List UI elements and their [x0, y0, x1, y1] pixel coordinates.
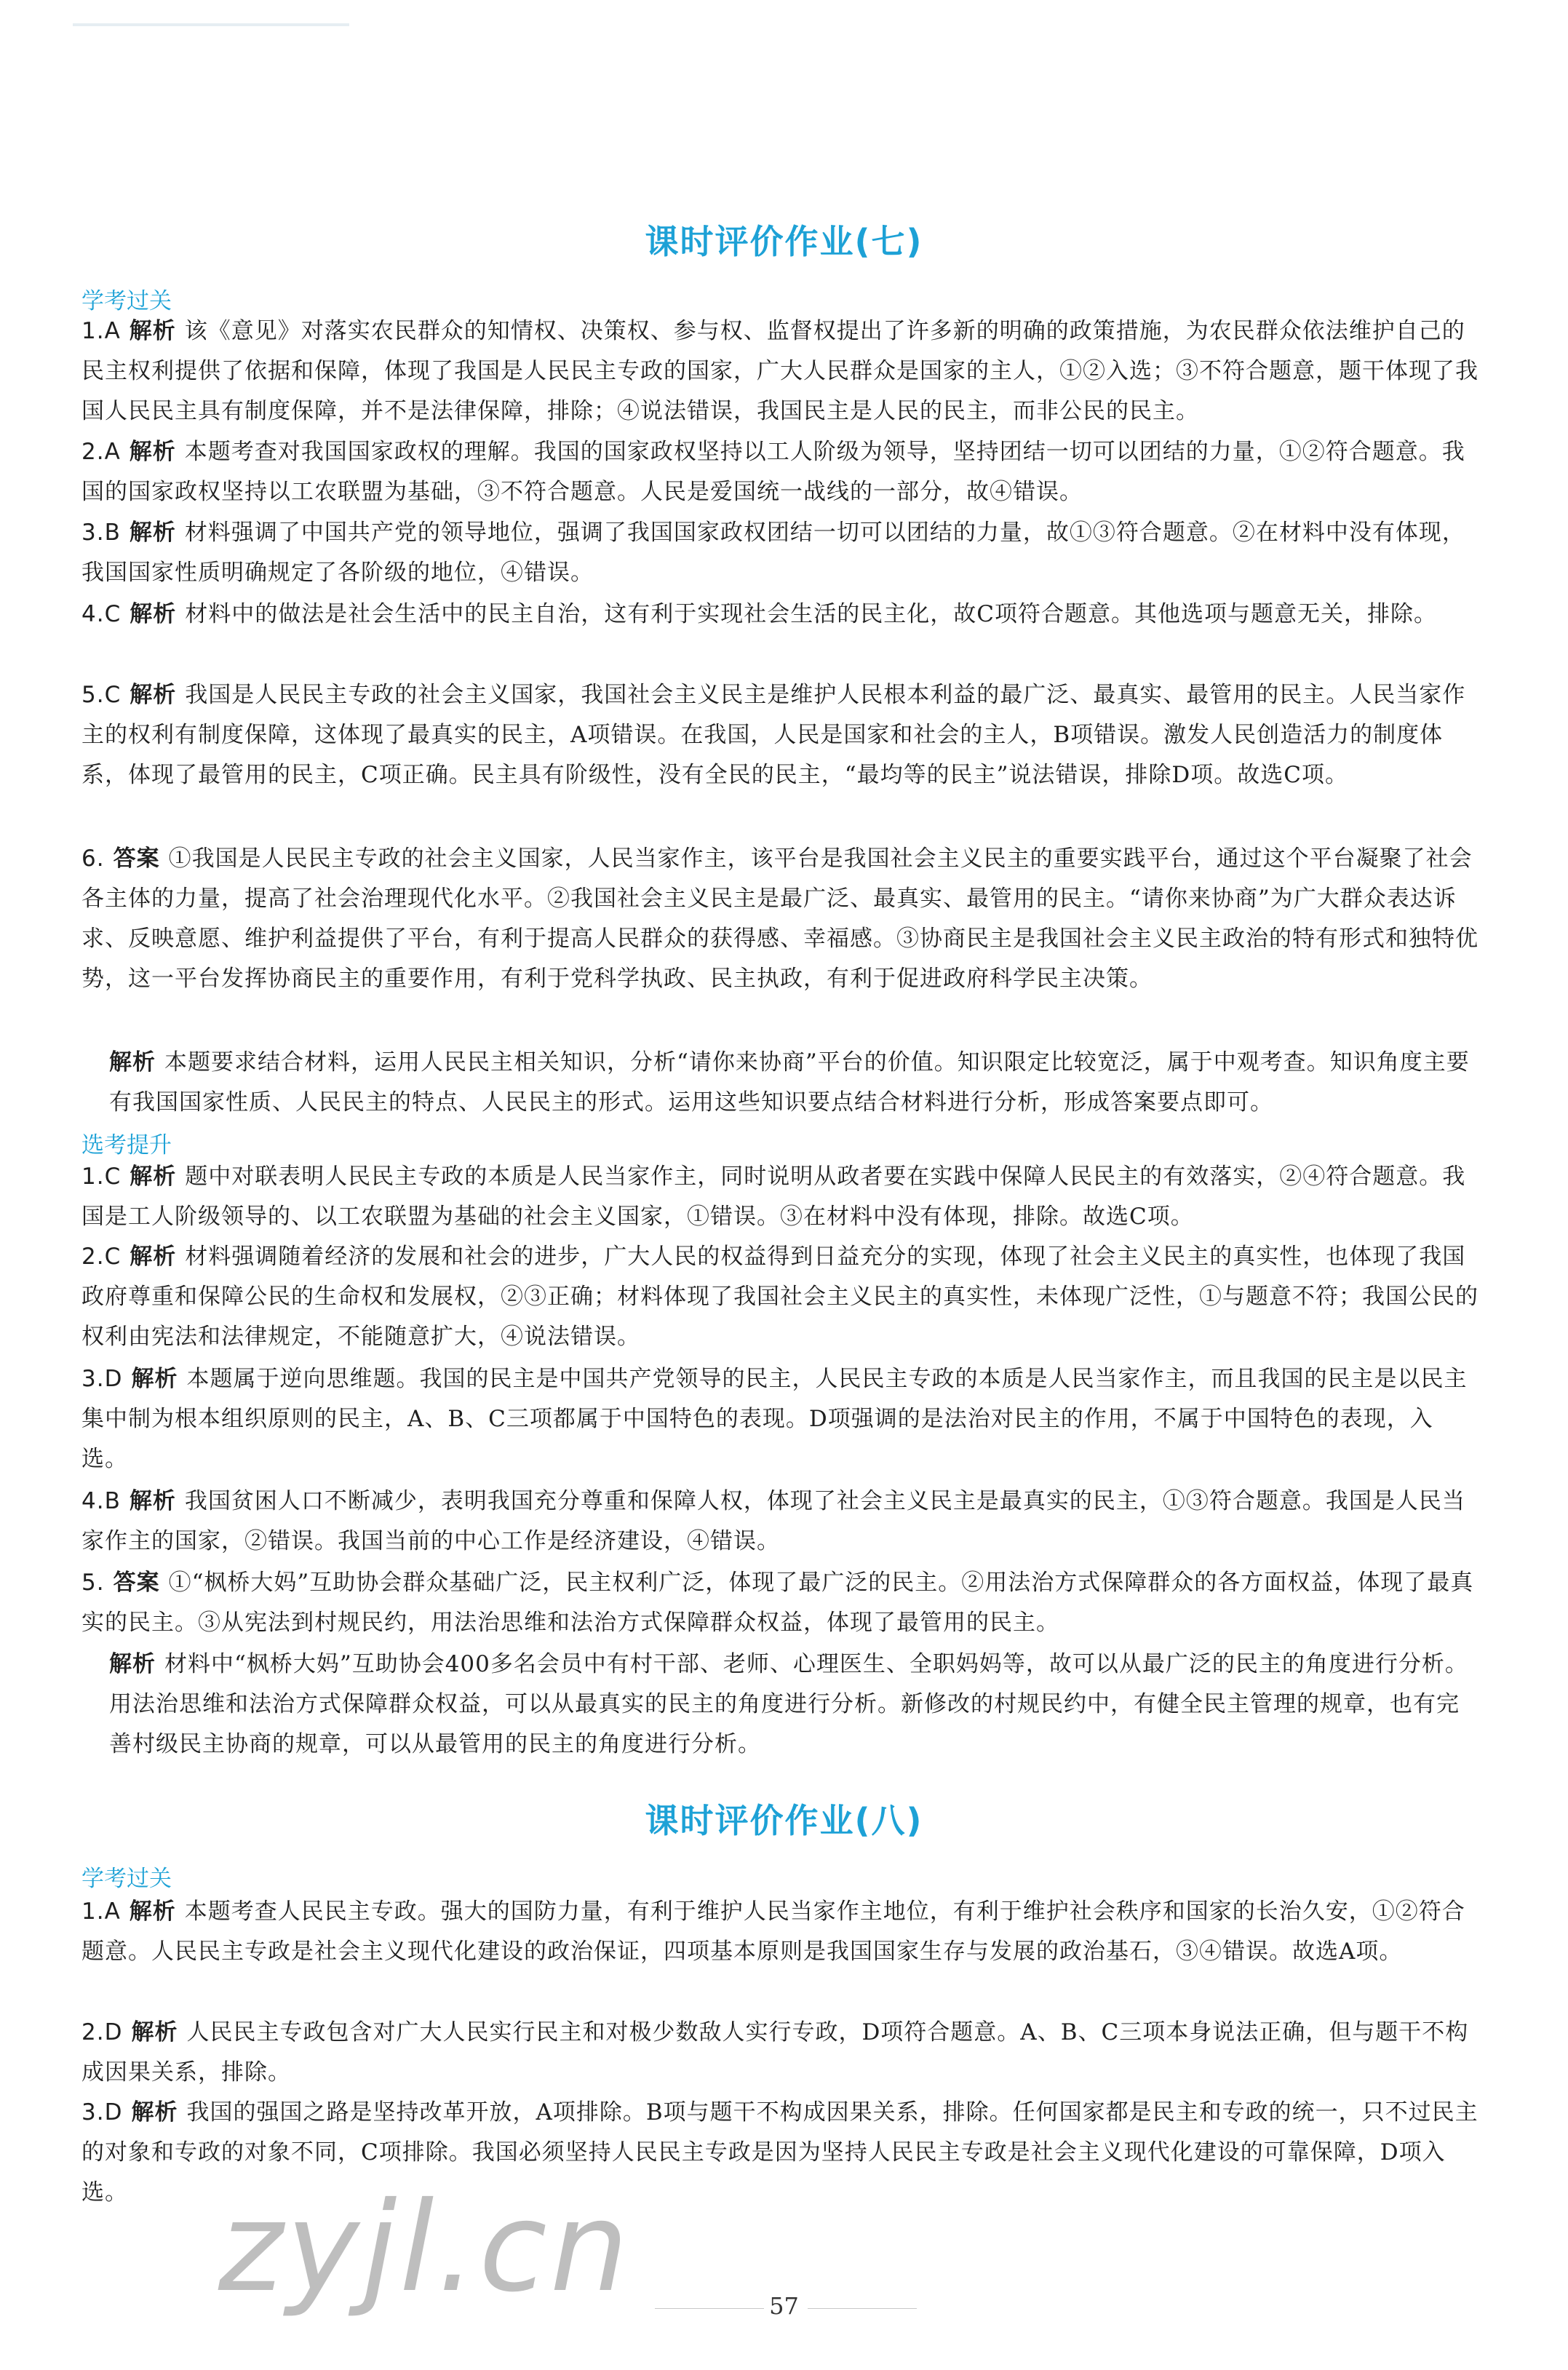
item-number: 3.B	[81, 520, 121, 546]
item-label: 解析	[129, 1488, 176, 1514]
item-number: 6.	[81, 846, 105, 872]
answer-analysis	[109, 1645, 1479, 1765]
group-heading-xuekao: 学考过关	[81, 1866, 172, 1892]
item-label: 解析	[109, 1049, 156, 1075]
item-text: 本题属于逆向思维题。我国的民主是中国共产党领导的民主，人民民主专政的本质是人民当家作主，而且我国的民主是以民主集中制为根本组织原则的民主，A、B、C三项都属于中国特色的表现。D项强调的是法治对民主的作用，不属于中国特色的表现，入选。	[81, 1366, 1468, 1472]
item-text: 我国的强国之路是坚持改革开放，A项排除。B项与题干不构成因果关系，排除。任何国家都是民主和专政的统一，只不过民主的对象和专政的对象不同，C项排除。我国必须坚持人民民主专政是因为坚持人民民主专政是社会主义现代化建设的可靠保障，D项入选。	[81, 2099, 1479, 2206]
item-label: 解析	[130, 601, 177, 627]
item-number: 2.D	[81, 2019, 123, 2045]
item-text: 该《意见》对落实农民群众的知情权、决策权、参与权、监督权提出了许多新的明确的政策措施，为农民群众依法维护自己的民主权利提供了依据和保障，体现了我国是人民民主专政的国家，广大人民群众是国家的主人，①②入选；③不符合题意，题干体现了我国人民民主具有制度保障，并不是法律保障，排除；④说法错误，我国民主是人民的民主，而非公民的民主。	[81, 318, 1479, 424]
item-number: 5.	[81, 1570, 105, 1596]
item-label: 解析	[130, 1164, 177, 1190]
item-number: 4.C	[81, 601, 122, 627]
item-label: 解析	[131, 1366, 178, 1392]
group-heading-xuekao: 学考过关	[81, 288, 172, 314]
item-text: ①“枫桥大妈”互助协会群众基础广泛，民主权利广泛，体现了最广泛的民主。②用法治方式保障群众的各方面权益，体现了最真实的民主。③从宪法到村规民约，用法治思维和法治方式保障群众权益，体现了最管用的民主。	[81, 1570, 1474, 1636]
item-text: 材料强调随着经济的发展和社会的进步，广大人民的权益得到日益充分的实现，体现了社会主义民主的真实性，也体现了我国政府尊重和保障公民的生命权和发展权，②③正确；材料体现了我国社会主义民主的真实性，未体现广泛性，①与题意不符；我国公民的权利由宪法和法律规定，不能随意扩大，④说法错误。	[81, 1244, 1479, 1350]
item-label: 解析	[109, 1651, 156, 1677]
answer-item	[81, 432, 1479, 512]
item-number: 2.C	[81, 1244, 122, 1270]
answer-item	[81, 1563, 1479, 1643]
item-text: ①我国是人民民主专政的社会主义国家，人民当家作主，该平台是我国社会主义民主的重要实践平台，通过这个平台凝聚了社会各主体的力量，提高了社会治理现代化水平。②我国社会主义民主是最广泛、最真实、最管用的民主。“请你来协商”为广大群众表达诉求、反映意愿、维护利益提供了平台，有利于提高人民群众的获得感、幸福感。③协商民主是我国社会主义民主政治的特有形式和独特优势，这一平台发挥协商民主的重要作用，有利于党科学执政、民主执政，有利于促进政府科学民主决策。	[81, 846, 1479, 992]
page-number: 57	[769, 2292, 799, 2320]
answer-analysis	[109, 1043, 1479, 1123]
answer-item	[81, 2013, 1479, 2093]
item-text: 本题考查对我国国家政权的理解。我国的国家政权坚持以工人阶级为领导，坚持团结一切可以团结的力量，①②符合题意。我国的国家政权坚持以工农联盟为基础，③不符合题意。人民是爱国统一战线的一部分，故④错误。	[81, 439, 1465, 505]
item-label: 解析	[131, 2019, 178, 2045]
item-text: 人民民主专政包含对广大人民实行民主和对极少数敌人实行专政，D项符合题意。A、B、C三项本身说法正确，但与题干不构成因果关系，排除。	[81, 2019, 1469, 2085]
group-heading-xuankao: 选考提升	[81, 1132, 172, 1158]
answer-item	[81, 513, 1479, 593]
answer-item	[81, 675, 1479, 795]
answer-item	[81, 595, 1479, 635]
item-label: 解析	[130, 682, 177, 708]
item-label: 解析	[129, 520, 176, 546]
item-text: 题中对联表明人民民主专政的本质是人民当家作主，同时说明从政者要在实践中保障人民民主的有效落实，②④符合题意。我国是工人阶级领导的、以工农联盟为基础的社会主义国家，①错误。③在材料中没有体现，排除。故选C项。	[81, 1164, 1466, 1230]
watermark-logo: zyjl.cn	[218, 2176, 632, 2320]
item-text: 材料强调了中国共产党的领导地位，强调了我国国家政权团结一切可以团结的力量，故①③符合题意。②在材料中没有体现，我国国家性质明确规定了各阶级的地位，④错误。	[81, 520, 1465, 586]
item-text: 我国贫困人口不断减少，表明我国充分尊重和保障人权，体现了社会主义民主是最真实的民主，①③符合题意。我国是人民当家作主的国家，②错误。我国当前的中心工作是经济建设，④错误。	[81, 1488, 1465, 1554]
item-text: 我国是人民民主专政的社会主义国家，我国社会主义民主是维护人民根本利益的最广泛、最真实、最管用的民主。人民当家作主的权利有制度保障，这体现了最真实的民主，A项错误。在我国，人民是国家和社会的主人，B项错误。激发人民创造活力的制度体系，体现了最管用的民主，C项正确。民主具有阶级性，没有全民的民主，“最均等的民主”说法错误，排除D项。故选C项。	[81, 682, 1466, 788]
item-label: 解析	[129, 439, 176, 465]
item-text: 本题要求结合材料，运用人民民主相关知识，分析“请你来协商”平台的价值。知识限定比较宽泛，属于中观考查。知识角度主要有我国国家性质、人民民主的特点、人民民主的形式。运用这些知识要点结合材料进行分析，形成答案要点即可。	[109, 1049, 1470, 1116]
answer-item	[81, 1359, 1479, 1479]
item-text: 材料中的做法是社会生活中的民主自治，这有利于实现社会生活的民主化，故C项符合题意。其他选项与题意无关，排除。	[185, 601, 1437, 627]
answer-item	[81, 1157, 1479, 1237]
item-number: 1.A	[81, 318, 121, 344]
item-label: 答案	[113, 846, 160, 872]
answer-item	[81, 311, 1479, 432]
answer-item	[81, 1892, 1479, 1972]
scan-artifact	[73, 23, 349, 26]
item-text: 本题考查人民民主专政。强大的国防力量，有利于维护人民当家作主地位，有利于维护社会秩序和国家的长治久安，①②符合题意。人民民主专政是社会主义现代化建设的政治保证，四项基本原则是我国国家生存与发展的政治基石，③④错误。故选A项。	[81, 1898, 1465, 1965]
item-number: 2.A	[81, 439, 121, 465]
item-label: 解析	[129, 1898, 176, 1925]
item-label: 解析	[130, 1244, 177, 1270]
item-number: 5.C	[81, 682, 122, 708]
answer-item	[81, 1237, 1479, 1357]
item-label: 解析	[131, 2099, 178, 2126]
answer-item	[81, 1482, 1479, 1562]
section-title-7: 课时评价作业(七)	[645, 222, 923, 261]
footer-rule-right	[808, 2308, 917, 2309]
item-number: 3.D	[81, 1366, 123, 1392]
section-title-8: 课时评价作业(八)	[645, 1801, 923, 1840]
item-label: 解析	[129, 318, 176, 344]
item-number: 3.D	[81, 2099, 123, 2126]
answer-item	[81, 839, 1479, 999]
item-number: 1.C	[81, 1164, 122, 1190]
item-number: 4.B	[81, 1488, 121, 1514]
item-number: 1.A	[81, 1898, 121, 1925]
item-label: 答案	[113, 1570, 160, 1596]
item-text: 材料中“枫桥大妈”互助协会400多名会员中有村干部、老师、心理医生、全职妈妈等，故可以从最广泛的民主的角度进行分析。用法治思维和法治方式保障群众权益，可以从最真实的民主的角度进行分析。新修改的村规民约中，有健全民主管理的规章，也有完善村级民主协商的规章，可以从最管用的民主的角度进行分析。	[109, 1651, 1468, 1757]
